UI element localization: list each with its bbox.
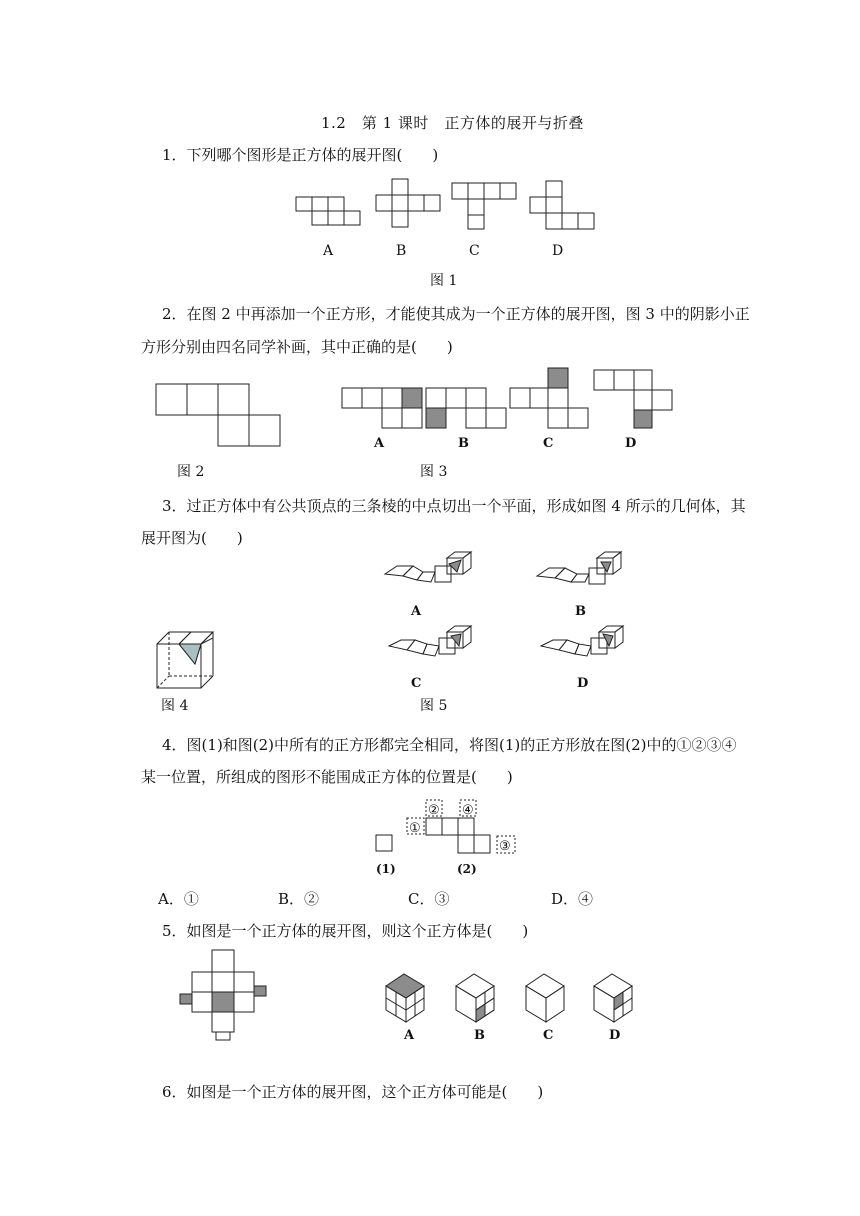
fig3-option-a — [342, 388, 422, 428]
figure-3-caption: 图 3 — [420, 464, 448, 480]
q3-option-a-label: A — [411, 604, 422, 619]
position-3-marker: ③ — [499, 839, 511, 854]
q5-option-d-cube — [594, 974, 632, 1022]
fig3-option-b — [426, 388, 506, 428]
q4-choice-d: D．④ — [551, 890, 594, 908]
q5-option-b-cube — [456, 974, 494, 1022]
q3-option-d-label: D — [577, 676, 589, 691]
question-4-figure — [370, 798, 530, 868]
q3-option-c-label: C — [411, 676, 422, 691]
q1-option-a-label: A — [323, 243, 334, 259]
question-3-text-line1: 3．过正方体中有公共顶点的三条棱的中点切出一个平面，形成如图 4 所示的几何体，其 — [162, 497, 746, 515]
figure-2 — [155, 383, 285, 449]
page-title: 1.2 第 1 课时 正方体的展开与折叠 — [321, 114, 584, 132]
option-d-net — [530, 181, 594, 229]
question-2-text-line2: 方形分别由四名同学补画，其中正确的是( ) — [141, 338, 453, 356]
q5-option-b-label: B — [474, 1028, 485, 1043]
figure-5-option-d — [539, 628, 629, 668]
fig3-option-c — [510, 368, 588, 428]
position-2-marker: ② — [428, 803, 440, 818]
q2-option-b-label: B — [458, 436, 469, 451]
q2-option-c-label: C — [543, 436, 554, 451]
figure-3 — [340, 368, 680, 418]
position-4-marker: ④ — [462, 803, 474, 818]
question-4-text-line1: 4．图(1)和图(2)中所有的正方形都完全相同，将图(1)的正方形放在图(2)中的①②③④ — [162, 736, 737, 754]
q1-option-b-label: B — [396, 243, 407, 259]
question-5-net — [178, 950, 278, 1040]
question-2-text-line1: 2．在图 2 中再添加一个正方形，才能使其成为一个正方体的展开图，图 3 中的阴影小正 — [162, 305, 750, 323]
figure-q4-1-label: (1) — [376, 862, 396, 876]
figure-4-truncated-cube — [155, 630, 215, 690]
figure-5-option-a — [383, 554, 473, 594]
figure-4-caption: 图 4 — [161, 698, 189, 714]
q1-option-d-label: D — [552, 243, 564, 259]
q5-option-c-label: C — [543, 1028, 554, 1043]
figure-5-option-c — [387, 628, 477, 668]
question-4-text-line2: 某一位置，所组成的图形不能围成正方体的位置是( ) — [141, 768, 513, 786]
figure-2-caption: 图 2 — [177, 464, 205, 480]
q5-option-a-label: A — [404, 1028, 415, 1043]
q4-choice-b: B．② — [278, 890, 320, 908]
q5-option-c-cube — [526, 974, 564, 1022]
q2-option-a-label: A — [374, 436, 385, 451]
option-a-net — [296, 197, 360, 225]
option-b-net — [376, 179, 440, 227]
q3-option-b-label: B — [575, 604, 586, 619]
figure-5-caption: 图 5 — [420, 698, 448, 714]
q1-option-c-label: C — [469, 243, 480, 259]
q2-option-d-label: D — [625, 436, 637, 451]
question-5-cubes — [384, 970, 644, 1030]
question-5-text: 5．如图是一个正方体的展开图，则这个正方体是( ) — [162, 922, 529, 940]
q5-option-a-cube — [386, 974, 424, 1022]
question-1-text: 1．下列哪个图形是正方体的展开图( ) — [162, 146, 439, 164]
figure-1-caption: 图 1 — [430, 273, 458, 289]
figure-q4-2-label: (2) — [457, 862, 477, 876]
q5-option-d-label: D — [609, 1028, 621, 1043]
fig3-option-d — [594, 370, 672, 428]
question-6-text: 6．如图是一个正方体的展开图，这个正方体可能是( ) — [162, 1083, 544, 1101]
figure-5-option-b — [535, 554, 625, 594]
question-3-text-line2: 展开图为( ) — [141, 529, 243, 547]
position-1-marker: ① — [409, 821, 421, 836]
option-c-net — [452, 183, 516, 229]
q4-choice-c: C．③ — [408, 890, 450, 908]
q4-choice-a: A．① — [158, 890, 199, 908]
